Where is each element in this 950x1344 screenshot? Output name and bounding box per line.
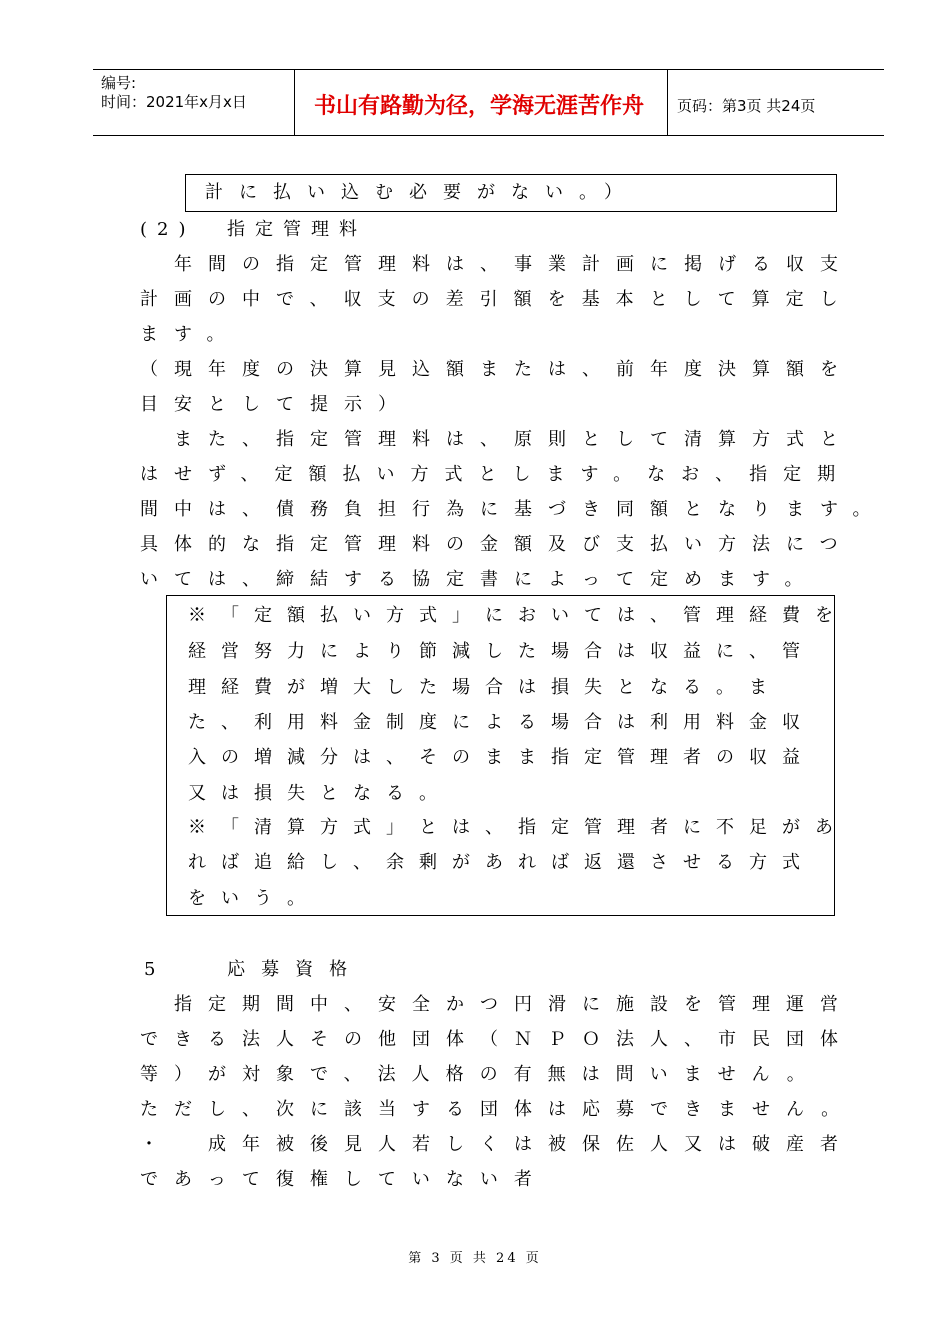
para1-line-1: 年間の指定管理料は、事業計画に掲げる収支 <box>140 254 854 275</box>
para4-line-6: であって復権していない者 <box>140 1169 548 1190</box>
note-line-8: れば追給し、余剰があれば返還させる方式 <box>188 852 815 873</box>
para3-line-4: 具体的な指定管理料の金額及び支払い方法につ <box>140 534 854 555</box>
para1-line-2: 計画の中で、収支の差引額を基本として算定し <box>140 289 854 310</box>
para1-line-3: ます。 <box>140 324 241 345</box>
note-line-2: 経営努力により節減した場合は収益に、管 <box>188 641 815 662</box>
header-bottom-rule <box>93 135 884 136</box>
note-line-9: をいう。 <box>188 888 320 909</box>
header-motto: 书山有路勤为径，学海无涯苦作舟 <box>314 94 645 119</box>
para3-line-2: はせず、定額払い方式とします。なお、指定期 <box>140 464 852 485</box>
note-line-3: 理経費が増大した場合は損失となる。ま <box>188 677 782 698</box>
note-line-4: た、利用料金制度による場合は利用料金収 <box>188 712 815 733</box>
note-line-5: 入の増減分は、そのまま指定管理者の収益 <box>188 747 815 768</box>
note-line-7: ※「清算方式」とは、指定管理者に不足があ <box>188 817 848 838</box>
para2-line-2: 目安として提示） <box>140 394 412 415</box>
header-time-label: 时间：2021年x月x日 <box>101 93 247 111</box>
header-page-label: 页码：第3页 共24页 <box>677 97 816 115</box>
para3-line-1: また、指定管理料は、原則として清算方式と <box>140 429 854 450</box>
para3-line-3: 間中は、債務負担行為に基づき同額となります。 <box>140 499 887 520</box>
para2-line-1: （現年度の決算見込額または、前年度決算額を <box>140 359 854 380</box>
note-line-1: ※「定額払い方式」においては、管理経費を <box>188 605 848 626</box>
para4-line-5: ・ 成年被後見人若しくは被保佐人又は破産者 <box>140 1134 854 1155</box>
para4-line-1: 指定期間中、安全かつ円滑に施設を管理運営 <box>140 994 854 1015</box>
header-top-rule <box>93 69 884 70</box>
para4-line-3: 等）が対象で、法人格の有無は問いません。 <box>140 1064 821 1085</box>
page-footer: 第 3 页 共 24 页 <box>408 1251 542 1266</box>
para4-line-2: できる法人その他団体（ＮＰＯ法人、市民団体 <box>140 1029 854 1050</box>
header-divider-left <box>294 69 295 136</box>
section-2-heading: (2) 指定管理料 <box>140 219 367 240</box>
continuation-box-text: 計に払い込む必要がない。） <box>205 182 638 203</box>
section-5-heading: 5 応募資格 <box>144 959 364 980</box>
note-line-6: 又は損失となる。 <box>188 783 452 804</box>
header-code-label: 编号: <box>101 74 137 92</box>
header-divider-right <box>667 69 668 136</box>
para3-line-5: いては、締結する協定書によって定めます。 <box>140 569 819 590</box>
para4-line-4: ただし、次に該当する団体は応募できません。 <box>140 1099 856 1120</box>
